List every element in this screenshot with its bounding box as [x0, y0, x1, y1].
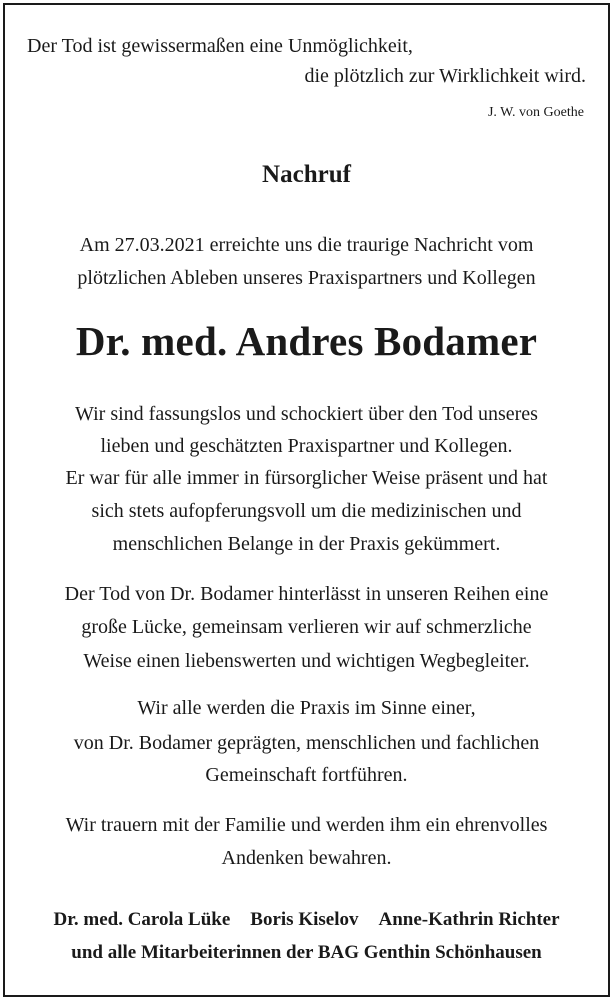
paragraph-line: Gemeinschaft fortführen. [205, 764, 408, 786]
paragraph-line: von Dr. Bodamer geprägten, menschlichen und fachlichen [73, 732, 540, 754]
notice-heading: Nachruf [262, 161, 351, 188]
signer-name: Anne-Kathrin Richter [378, 909, 560, 930]
signer-names [5, 909, 608, 931]
quote-line-1: Der Tod ist gewissermaßen eine Unmöglichkeit, [27, 35, 413, 57]
paragraph-line: große Lücke, gemeinsam verlieren wir auf schmerzliche [81, 616, 532, 638]
signer-name: Dr. med. Carola Lüke [53, 909, 231, 930]
paragraph-line: Weise einen liebenswerten und wichtigen Wegbegleiter. [83, 650, 530, 672]
signer-name: Boris Kiselov [250, 909, 359, 930]
paragraph-line: Er war für alle immer in fürsorglicher Weise präsent und hat [65, 467, 548, 489]
deceased-name: Dr. med. Andres Bodamer [75, 318, 538, 364]
paragraph-line: Wir trauern mit der Familie und werden ihm ein ehrenvolles [65, 814, 548, 836]
quote-author: J. W. von Goethe [487, 105, 584, 120]
paragraph-line: Wir alle werden die Praxis im Sinne einer, [137, 697, 476, 719]
staff-line: und alle Mitarbeiterinnen der BAG Genthin Schönhausen [71, 942, 542, 963]
paragraph-line: lieben und geschätzten Praxispartner und Kollegen. [100, 435, 513, 457]
obituary-notice [3, 3, 610, 997]
intro-line-1: Am 27.03.2021 erreichte uns die traurige Nachricht vom [79, 234, 534, 256]
paragraph-line: menschlichen Belange in der Praxis gekümmert. [112, 533, 501, 555]
quote-line-2: die plötzlich zur Wirklichkeit wird. [304, 65, 586, 87]
paragraph-line: sich stets aufopferungsvoll um die medizinischen und [91, 500, 522, 522]
intro-line-2: plötzlichen Ableben unseres Praxispartners und Kollegen [77, 267, 536, 289]
paragraph-line: Der Tod von Dr. Bodamer hinterlässt in unseren Reihen eine [64, 583, 549, 605]
paragraph-line: Wir sind fassungslos und schockiert über den Tod unseres [75, 403, 538, 425]
paragraph-line: Andenken bewahren. [221, 847, 392, 869]
